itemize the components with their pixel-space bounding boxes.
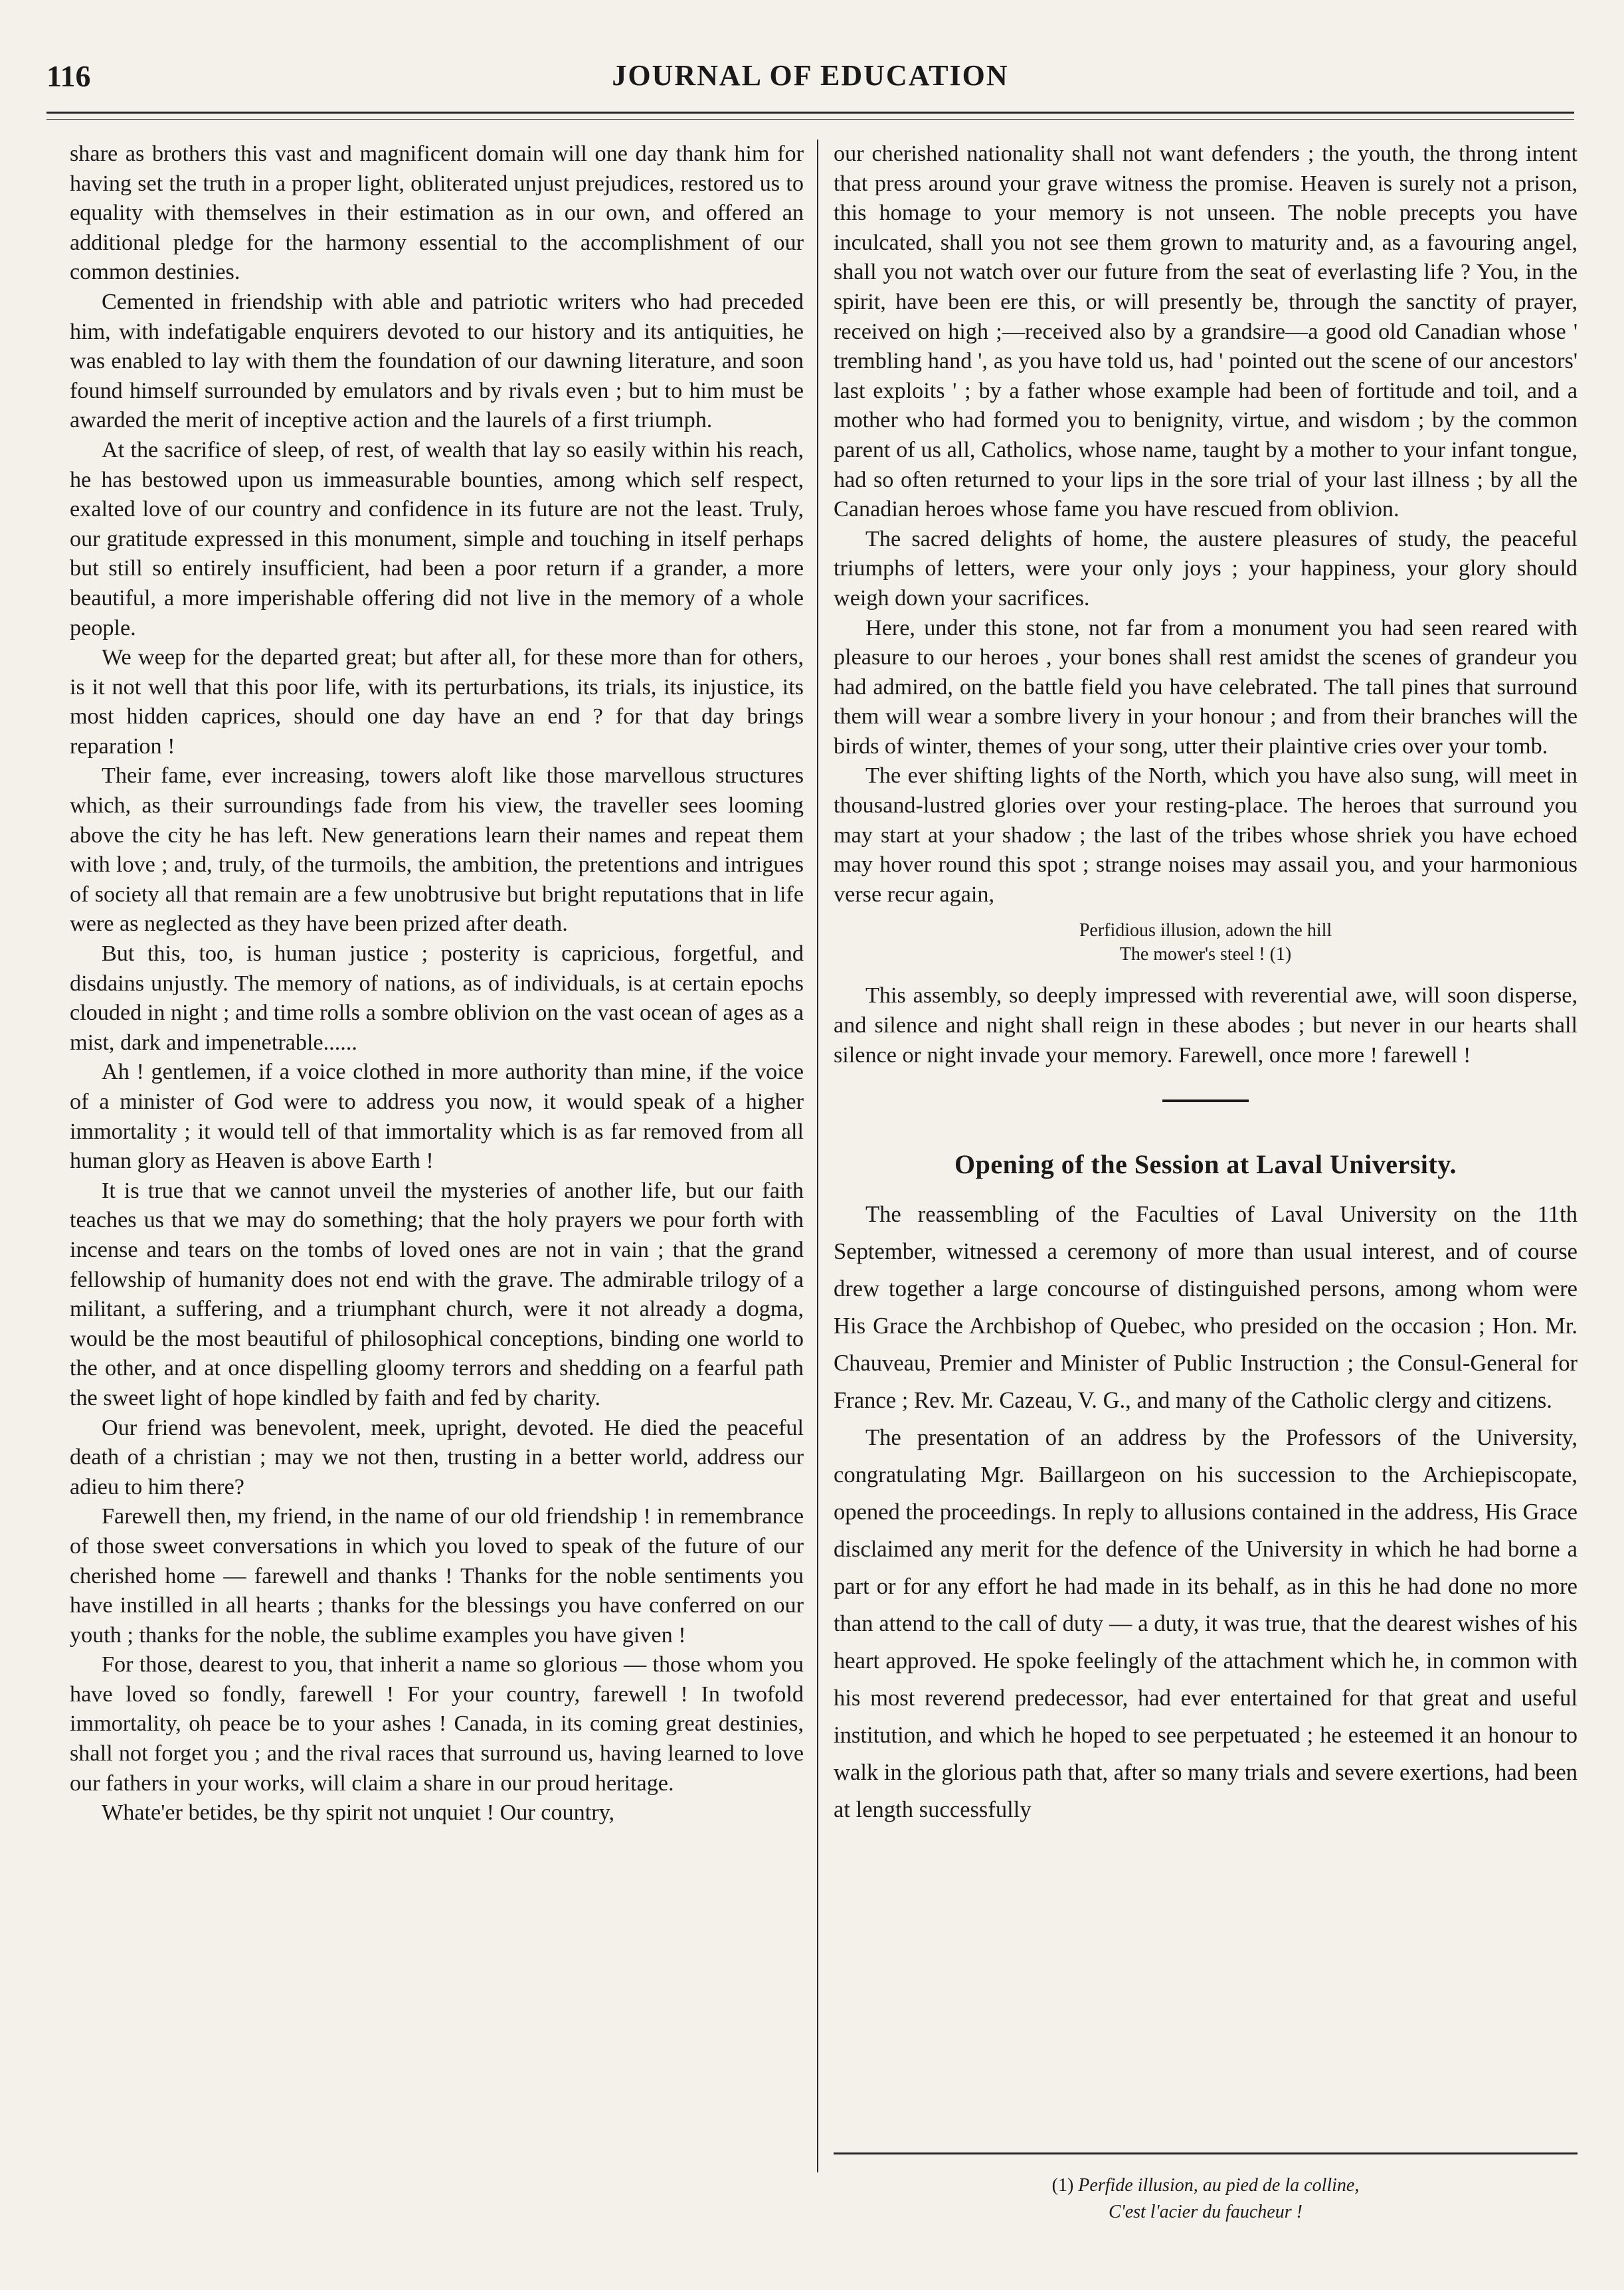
paragraph: This assembly, so deeply impressed with reverential awe, will soon disperse, and silence and night shall reign in these abodes ; but never in our hearts shall silence or night invade your memory. Farewell, once more ! farewell ! xyxy=(834,983,1578,1068)
paragraph: Their fame, ever increasing, towers aloft like those marvellous structures which, as their surroundings fade from his view, the traveller sees looming above the city he has left. New generations learn their names and repeat them with love ; and, truly, of the turmoils, the ambition, the pretentions and intrigues of society all that remain are a few unobtrusive but bright reputations that in life were as neglected as they have been prized after death. xyxy=(70,763,804,937)
paragraph: Farewell then, my friend, in the name of our old friendship ! in remembrance of those sweet conversations in which you loved to speak of the future of our cherished home — farewell and thanks ! Thanks for the noble sentiments you have instilled in all hearts ; thanks for the blessings you have conferred on our youth ; thanks for the noble, the sublime examples you have given ! xyxy=(70,1504,804,1648)
paragraph: It is true that we cannot unveil the mysteries of another life, but our faith teaches us that we may do something; that the holy prayers we pour forth with incense and tears on the tombs of loved ones are not in vain ; that the grand fellowship of humanity does not end with the grave. The admirable trilogy of a militant, a suffering, and a triumphant church, were it not already a dogma, would be the most beautiful of philosophical conceptions, binding one world to the other, and at once dispelling gloomy terrors and shedding on a fearful path the sweet light of hope kindled by faith and fed by charity. xyxy=(70,1178,804,1410)
paragraph: We weep for the departed great; but after all, for these more than for others, is it not well that this poor life, with its perturbations, its trials, its injustice, its most hidden caprices, should one day have an end ? for that day brings reparation ! xyxy=(70,645,804,759)
header-rule xyxy=(46,112,1574,120)
right-column xyxy=(834,140,1578,1828)
footnote-line: Perfide illusion, au pied de la colline, xyxy=(1078,2175,1360,2196)
footnote xyxy=(834,2172,1578,2226)
left-column xyxy=(70,140,804,1828)
section-heading: Opening of the Session at Laval University. xyxy=(954,1149,1457,1180)
footnote-line: C'est l'acier du faucheur ! xyxy=(1109,2202,1303,2222)
paragraph: Cemented in friendship with able and patriotic writers who had preceded him, with indefatigable enquirers devoted to our history and its antiquities, he was enabled to lay with them the foundation of our dawning literature, and soon found himself surrounded by emulators and by rivals even ; but to him must be awarded the merit of inceptive action and the laurels of a first triumph. xyxy=(70,289,804,433)
page-header xyxy=(46,58,1574,105)
paragraph: The ever shifting lights of the North, which you have also sung, will meet in thousand-lustred glories over your resting-place. The heroes that surround you may start at your shadow ; the last of the tribes whose shriek you have echoed may hover round this spot ; strange noises may assail you, and your harmonious verse recur again, xyxy=(834,763,1578,907)
column-divider xyxy=(817,140,818,2172)
poem-quote xyxy=(834,919,1578,967)
paragraph: share as brothers this vast and magnificent domain will one day thank him for having set the truth in a proper light, obliterated unjust prejudices, restored us to equality with themselves in their estimation as in our own, and offered an additional pledge for the harmony essential to the accomplishment of our common destinies. xyxy=(70,142,804,285)
paragraph: Ah ! gentlemen, if a voice clothed in more authority than mine, if the voice of a minister of God were to address you now, it would speak of a higher immortality ; it would tell of that immortality which is as far removed from all human glory as Heaven is above Earth ! xyxy=(70,1060,804,1174)
paragraph: Here, under this stone, not far from a monument you had seen reared with pleasure to our heroes , your bones shall rest amidst the scenes of grandeur you had admired, on the battle field you have celebrated. The tall pines that surround them will wear a sombre livery in your honour ; and from their branches will the birds of winter, themes of your song, utter their plaintive cries over your tomb. xyxy=(834,615,1578,759)
paragraph: For those, dearest to you, that inherit a name so glorious — those whom you have loved so fondly, farewell ! For your country, farewell ! In twofold immortality, oh peace be to your ashes ! Canada, in its coming great destinies, shall not forget you ; and the rival races that surround us, having learned to love our fathers in your works, will claim a share in our proud heritage. xyxy=(70,1652,804,1796)
paragraph: The sacred delights of home, the austere pleasures of study, the peaceful triumphs of letters, were your only joys ; your happiness, your glory should weigh down your sacrifices. xyxy=(834,526,1578,611)
poem-line: Perfidious illusion, adown the hill xyxy=(1079,920,1332,941)
journal-title: JOURNAL OF EDUCATION xyxy=(612,59,1009,92)
section-divider xyxy=(1162,1099,1249,1102)
paragraph: Whate'er betides, be thy spirit not unquiet ! Our country, xyxy=(102,1800,615,1826)
footnote-rule xyxy=(834,2152,1578,2154)
poem-line: The mower's steel ! (1) xyxy=(1119,944,1292,965)
paragraph: The presentation of an address by the Professors of the University, congratulating Mgr. Baillargeon on his succession to the Archiepiscopate, opened the proceedings. In reply to allusions contained in the address, His Grace disclaimed any merit for the defence of the University in which he had borne a part or for any effort he had made in its behalf, as in this he had done no more than attend to the call of duty — a duty, it was true, that the dearest wishes of his heart approved. He spoke feelingly of the attachment which he, in common with his most reverend predecessor, had ever entertained for that great and useful institution, and which he hoped to see perpetuated ; he esteemed it an honour to walk in the glorious path that, after so many trials and severe exertions, had been at length successfully xyxy=(834,1425,1578,1823)
paragraph: The reassembling of the Faculties of Laval University on the 11th September, witnessed a ceremony of more than usual interest, and of course drew together a large concourse of distinguished persons, among whom were His Grace the Archbishop of Quebec, who presided on the occasion ; Hon. Mr. Chauveau, Premier and Minister of Public Instruction ; the Consul-General for France ; Rev. Mr. Cazeau, V. G., and many of the Catholic clergy and citizens. xyxy=(834,1202,1578,1414)
page-number: 116 xyxy=(46,59,91,93)
paragraph: our cherished nationality shall not want defenders ; the youth, the throng intent that press around your grave witness the promise. Heaven is surely not a prison, this homage to your memory is not unseen. The noble precepts you have inculcated, shall you not see them grown to maturity and, as a favouring angel, shall you not watch over our future from the seat of everlasting life ? You, in the spirit, have been ere this, or will presently be, through the sanctity of prayer, received on high ;—received also by a grandsire—a good old Canadian whose ' trembling hand ', as you have told us, had ' pointed out the scene of our ancestors' last exploits ' ; by a father whose example had been of fortitude and toil, and a mother who had formed you to benignity, virtue, and wisdom ; by the common parent of us all, Catholics, whose name, taught by a mother to your infant tongue, had so often returned to your lips in the sore trial of your last illness ; by all the Canadian heroes whose fame you have rescued from oblivion. xyxy=(834,142,1578,522)
footnote-marker: (1) xyxy=(1051,2175,1074,2196)
paragraph: At the sacrifice of sleep, of rest, of wealth that lay so easily within his reach, he has bestowed upon us immeasurable bounties, among which self respect, exalted love of our country and confidence in its future are not the least. Truly, our gratitude expressed in this monument, simple and touching in itself perhaps but still so entirely insufficient, had been a poor return if a grander, a more beautiful, a more imperishable offering did not live in the memory of a whole people. xyxy=(70,437,804,640)
paragraph: But this, too, is human justice ; posterity is capricious, forgetful, and disdains unjustly. The memory of nations, as of individuals, is at certain epochs clouded in night ; and time rolls a sombre oblivion on the vast ocean of ages as a mist, dark and impenetrable...... xyxy=(70,941,804,1055)
paragraph: Our friend was benevolent, meek, upright, devoted. He died the peaceful death of a christian ; may we not then, trusting in a better world, address our adieu to him there? xyxy=(70,1415,804,1499)
